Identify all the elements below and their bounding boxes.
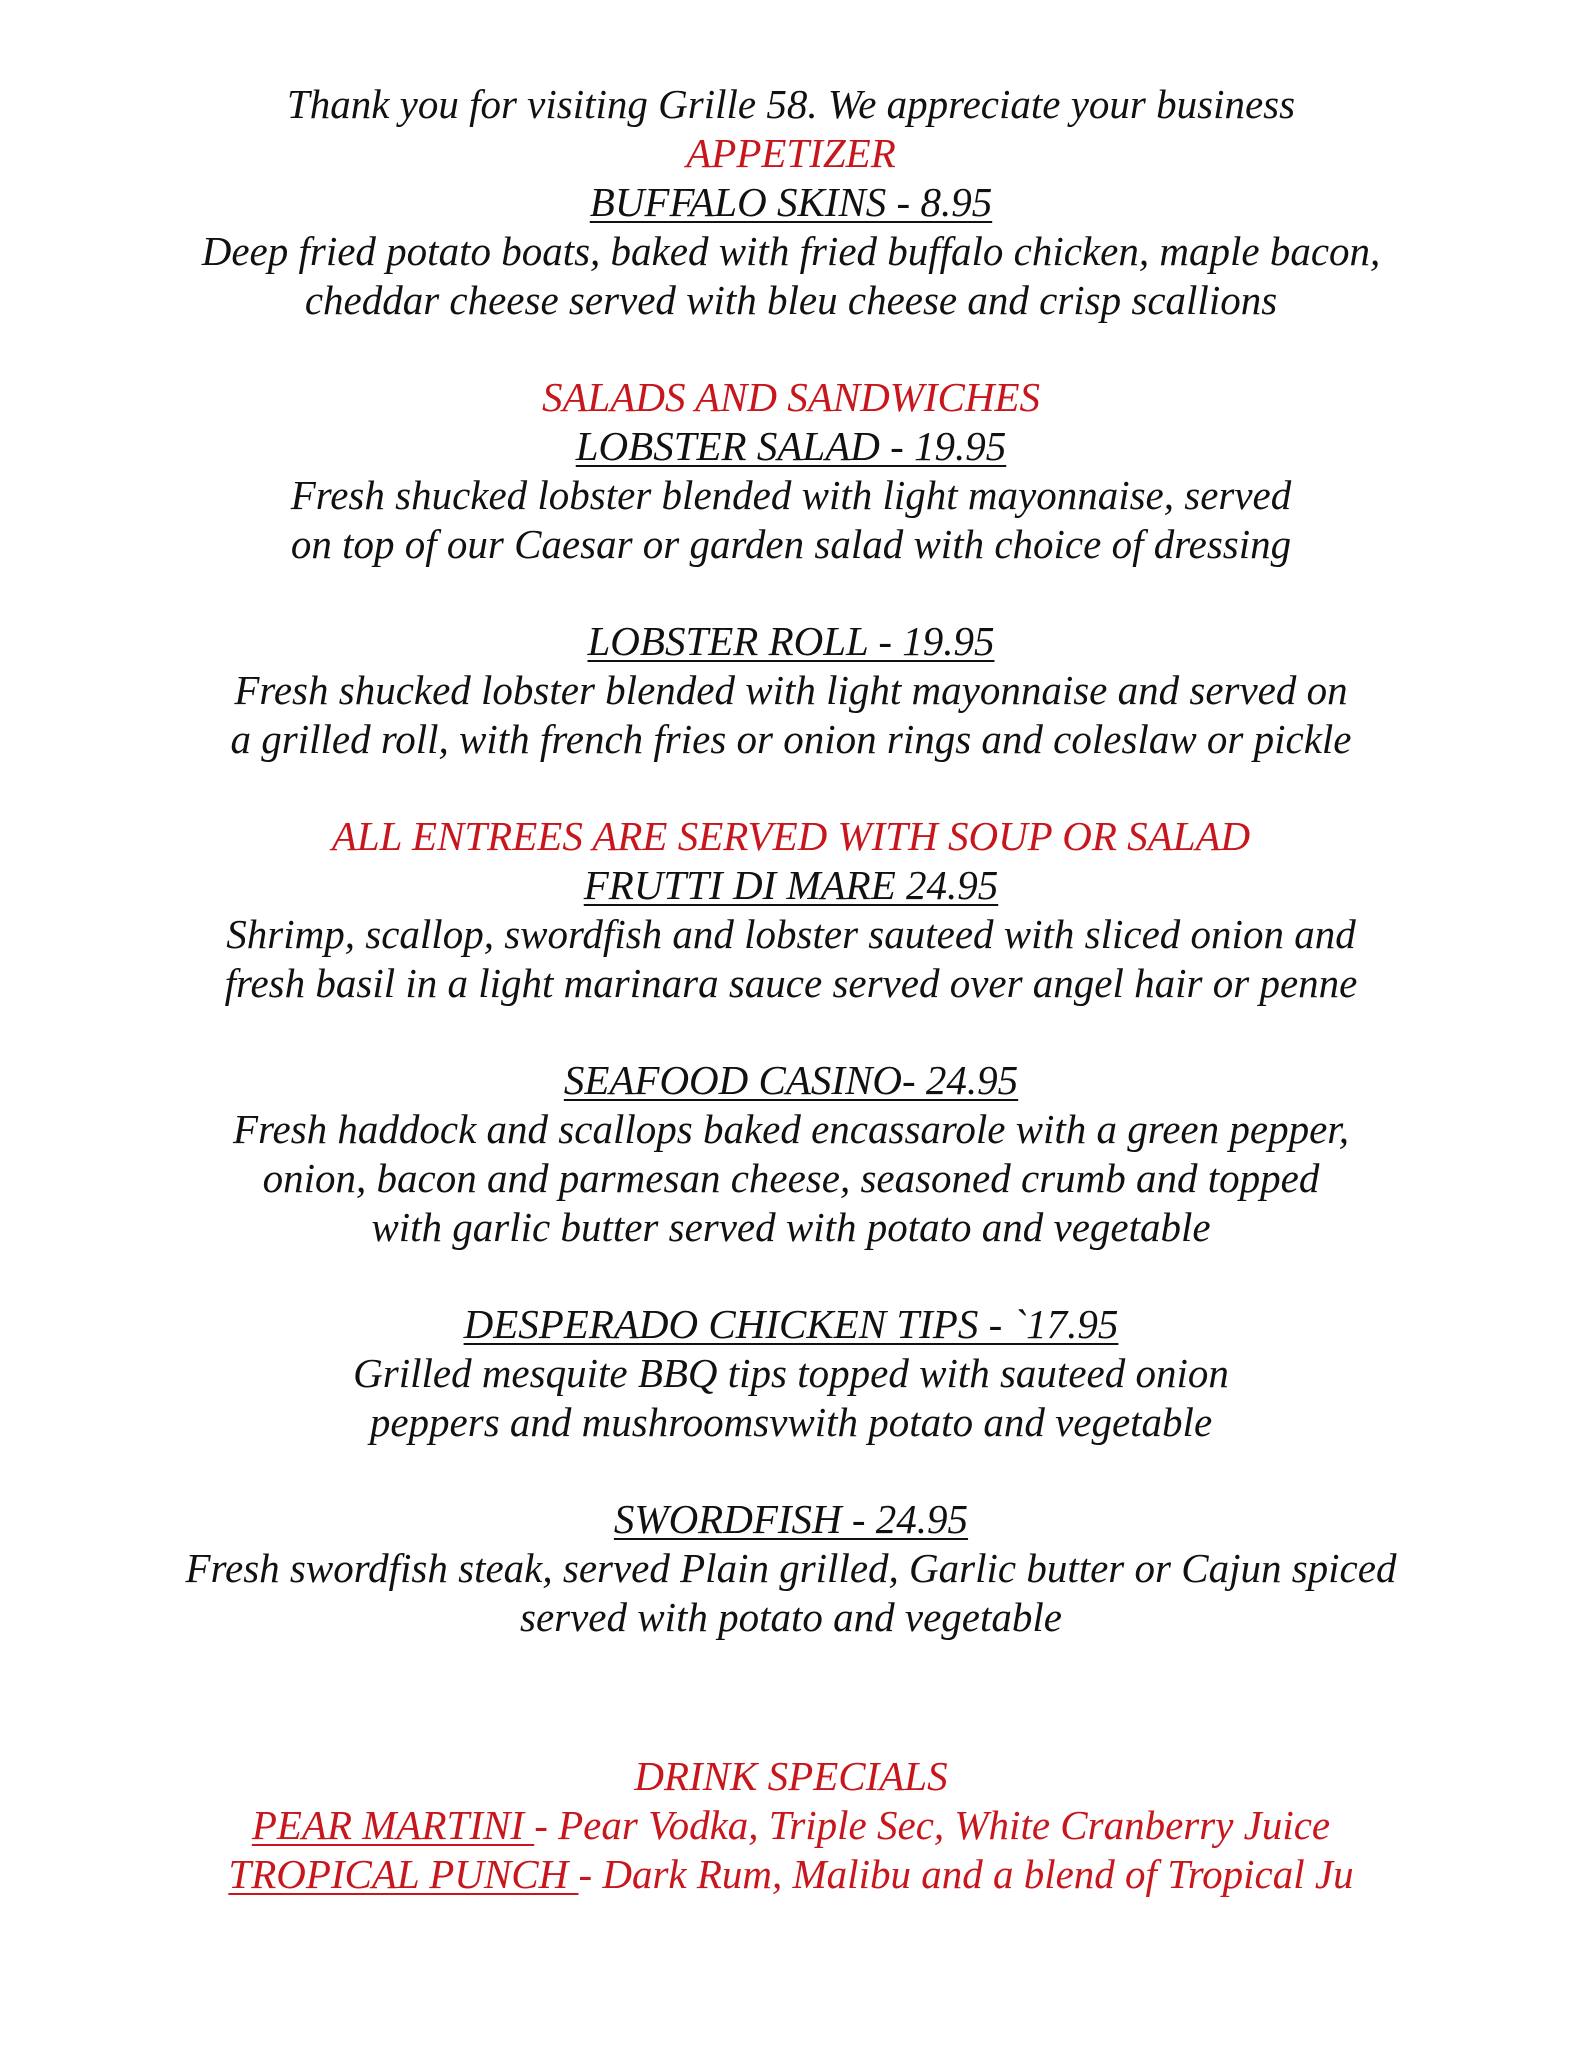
item-description-line: Fresh shucked lobster blended with light mayonnaise, served [290,472,1292,518]
drink-name: PEAR MARTINI [251,1802,535,1848]
intro-text: Thank you for visiting Grille 58. We appreciate your business [286,81,1296,127]
section-title-entrees: ALL ENTREES ARE SERVED WITH SOUP OR SALAD [331,813,1251,859]
menu-page [0,80,1582,1899]
item-title: DESPERADO CHICKEN TIPS - `17.95 [463,1301,1119,1347]
menu-item-desperado-chicken-tips [0,1300,1582,1349]
drink-name: TROPICAL PUNCH [228,1851,579,1897]
item-title: SEAFOOD CASINO- 24.95 [563,1057,1019,1103]
item-description-line: a grilled roll, with french fries or onion rings and coleslaw or pickle [230,716,1352,762]
menu-item-seafood-casino [0,1056,1582,1105]
item-description-line: Fresh shucked lobster blended with light mayonnaise and served on [234,667,1348,713]
item-description-line: Fresh haddock and scallops baked encassarole with a green pepper, [233,1106,1349,1152]
item-title: LOBSTER ROLL - 19.95 [587,618,995,664]
section-title-drinks: DRINK SPECIALS [634,1753,948,1799]
menu-item-frutti-di-mare [0,861,1582,910]
item-description-line: served with potato and vegetable [520,1594,1062,1640]
item-description-line: peppers and mushroomsvwith potato and vegetable [369,1399,1213,1445]
item-description-line: Shrimp, scallop, swordfish and lobster sauteed with sliced onion and [226,911,1356,957]
item-description-line: on top of our Caesar or garden salad with choice of dressing [290,521,1292,567]
item-description-line: onion, bacon and parmesan cheese, seasoned crumb and topped [262,1155,1320,1201]
drink-description: - Dark Rum, Malibu and a blend of Tropical Ju [578,1851,1354,1897]
menu-item-lobster-salad [0,422,1582,471]
menu-item-lobster-roll [0,617,1582,666]
drink-item-tropical-punch [0,1850,1582,1899]
item-description-line: Grilled mesquite BBQ tips topped with sauteed onion [353,1350,1229,1396]
menu-item-buffalo-skins [0,178,1582,227]
item-description-line: cheddar cheese served with bleu cheese and crisp scallions [304,277,1278,323]
item-title: SWORDFISH - 24.95 [613,1496,969,1542]
item-description-line: fresh basil in a light marinara sauce served over angel hair or penne [224,960,1358,1006]
drink-item-pear-martini [0,1801,1582,1850]
menu-item-swordfish [0,1495,1582,1544]
section-title-salads: SALADS AND SANDWICHES [541,374,1041,420]
item-title: BUFFALO SKINS - 8.95 [589,179,993,225]
item-description-line: with garlic butter served with potato and vegetable [371,1204,1211,1250]
item-description-line: Deep fried potato boats, baked with fried buffalo chicken, maple bacon, [201,228,1381,274]
item-title: LOBSTER SALAD - 19.95 [575,423,1007,469]
section-title-appetizer: APPETIZER [686,130,896,176]
drink-description: - Pear Vodka, Triple Sec, White Cranberry Juice [534,1802,1331,1848]
item-title: FRUTTI DI MARE 24.95 [583,862,999,908]
item-description-line: Fresh swordfish steak, served Plain grilled, Garlic butter or Cajun spiced [185,1545,1397,1591]
